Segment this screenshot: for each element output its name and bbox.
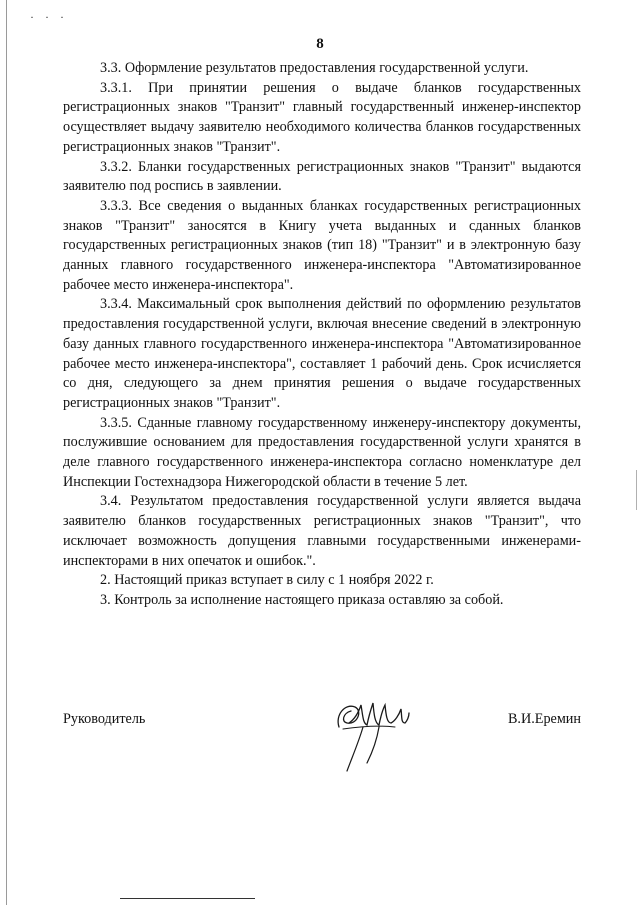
- paragraph-3-4: 3.4. Результатом предоставления государственной услуги является выдача заявителю бланков государственных регистрационных знаков "Транзит", что исключает возможность допущения главными государственными инженерами-инспекторами в них опечаток и ошибок.".: [63, 493, 581, 569]
- signature-block: [63, 705, 581, 795]
- signer-name: В.И.Еремин: [507, 711, 581, 727]
- document-body: [63, 59, 581, 611]
- footer-rule: [120, 898, 255, 899]
- paragraph-3-3: 3.3. Оформление результатов предоставления государственной услуги.: [100, 60, 529, 76]
- paragraph-3-3-1: 3.3.1. При принятии решения о выдаче бланков государственных регистрационных знаков "Транзит" главный государственный инженер-инспектор осуществляет выдачу заявителю необходимого количества бланков государственных регистрационных знаков "Транзит".: [63, 79, 581, 155]
- paragraph-3: 3. Контроль за исполнение настоящего приказа оставляю за собой.: [100, 591, 504, 608]
- paragraph-2: 2. Настоящий приказ вступает в силу с 1 ноября 2022 г.: [100, 572, 434, 589]
- scan-edge-left: [6, 0, 7, 905]
- signer-title: Руководитель: [63, 711, 146, 727]
- handwritten-signature: [333, 693, 413, 778]
- page-number: 8: [316, 36, 324, 52]
- paragraph-3-3-3: 3.3.3. Все сведения о выданных бланках государственных регистрационных знаков "Транзит" заносятся в Книгу учета выданных и сданных бланков государственных регистрационных знаков (тип 18) "Транзит" и в электронную базу данных главного государственного инженера-инспектора "Автоматизированное рабочее место инженера-инспектора".: [63, 197, 581, 293]
- scan-marks: · · ·: [30, 10, 68, 24]
- paragraph-3-3-2: 3.3.2. Бланки государственных регистрационных знаков "Транзит" выдаются заявителю под роспись в заявлении.: [63, 158, 581, 195]
- paragraph-3-3-5: 3.3.5. Сданные главному государственному инженеру-инспектору документы, послужившие основанием для предоставления государственной услуги хранятся в деле главного государственного инженера-инспектора согласно номенклатуре дел Инспекции Гостехнадзора Нижегородской области в течение 5 лет.: [63, 414, 581, 490]
- paragraph-3-3-4: 3.3.4. Максимальный срок выполнения действий по оформлению результатов предоставления государственной услуги, включая внесение сведений в электронную базу данных главного государственного инженера-инспектора "Автоматизированное рабочее место инженера-инспектора", составляет 1 рабочий день. Срок исчисляется со дня, следующего за днем принятия решения о выдаче государственных регистрационных знаков "Транзит".: [63, 296, 581, 411]
- scan-edge-right: [636, 470, 637, 510]
